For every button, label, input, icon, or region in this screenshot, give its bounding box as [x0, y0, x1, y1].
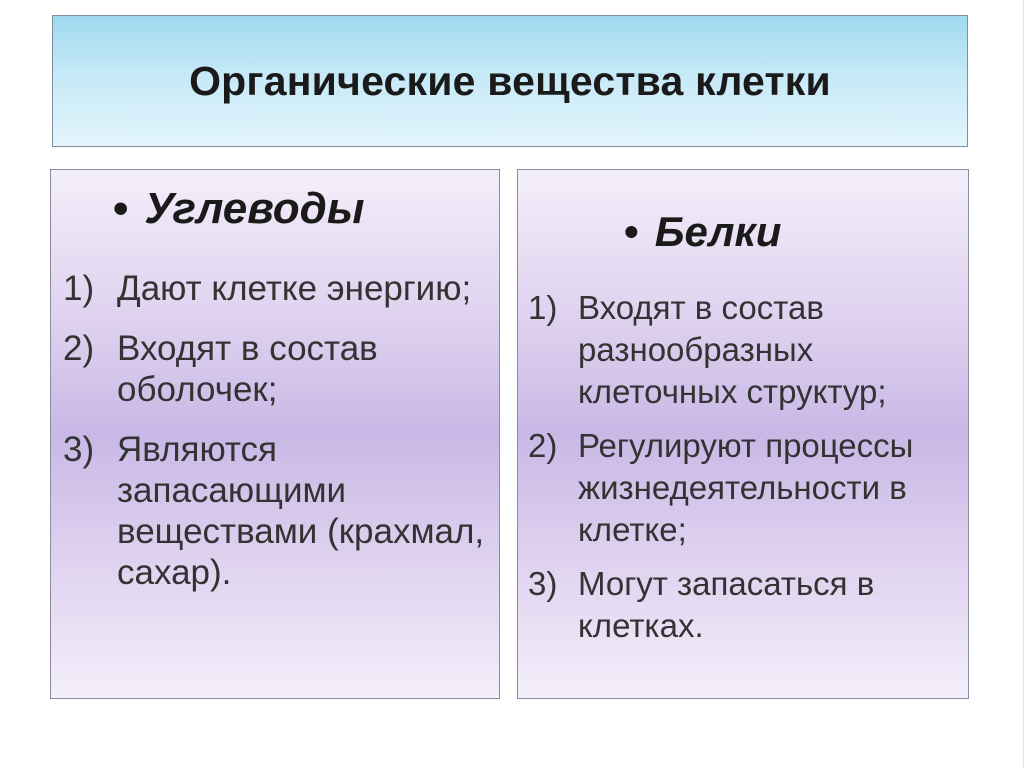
- list-item-number: 1): [63, 269, 95, 308]
- bullet-icon: •: [624, 208, 639, 255]
- list-item-text: Могут запасаться в клетках.: [578, 565, 875, 644]
- list-item: [528, 563, 966, 647]
- list-item-text: Регулируют процессы жизнедеятельности в клетке;: [578, 427, 914, 548]
- list-item-number: 3): [528, 565, 558, 602]
- list-item-number: 2): [63, 329, 95, 368]
- list-item-number: 1): [528, 289, 558, 326]
- list-item: [63, 328, 493, 410]
- list-item-text: Дают клетке энергию;: [117, 269, 472, 308]
- title-box: [52, 15, 968, 147]
- list-item: [528, 287, 966, 413]
- list-item-number: 3): [63, 430, 95, 469]
- slide-title: Органические вещества клетки: [189, 57, 831, 104]
- bullet-icon: •: [113, 184, 129, 233]
- list-item-text: Входят в состав разнообразных клеточных структур;: [578, 289, 887, 410]
- list-item-number: 2): [528, 427, 558, 464]
- list-item: [63, 429, 493, 593]
- proteins-list: [528, 287, 966, 659]
- proteins-panel: [517, 169, 969, 699]
- proteins-heading-label: Белки: [654, 208, 782, 255]
- carbohydrates-heading-label: Углеводы: [144, 184, 365, 233]
- list-item-text: Являются запасающими веществами (крахмал, сахар).: [117, 430, 485, 592]
- carbohydrates-list: [63, 268, 493, 612]
- carbohydrates-heading: [113, 184, 364, 234]
- list-item: [63, 268, 493, 309]
- carbohydrates-panel: [50, 169, 500, 699]
- list-item: [528, 425, 966, 551]
- proteins-heading: [624, 208, 781, 256]
- list-item-text: Входят в состав оболочек;: [117, 329, 378, 409]
